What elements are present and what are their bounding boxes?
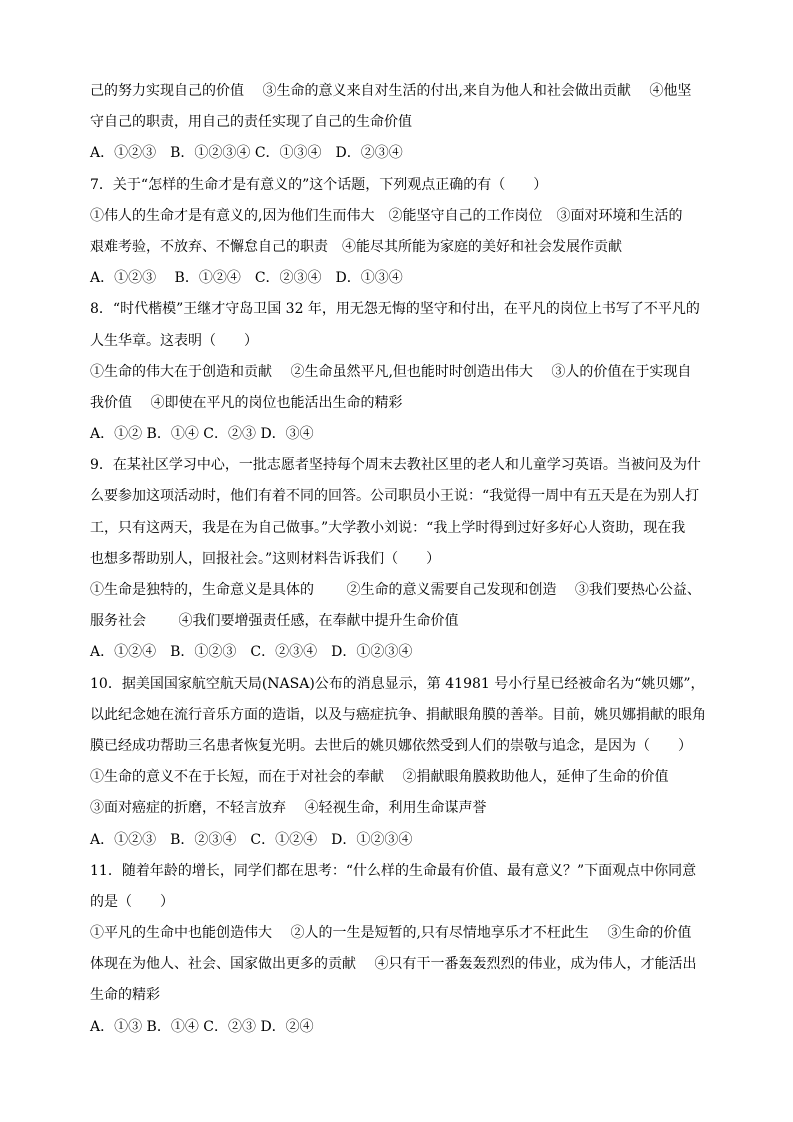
text-line: ①生命的伟大在于创造和贡献 ②生命虽然平凡,但也能时时创造出伟大 ③人的价值在于实现自 — [90, 363, 692, 380]
text-line: 艰难考验，不放弃、不懈怠自己的职责 ④能尽其所能为家庭的美好和社会发展作贡献 — [90, 238, 622, 255]
question-7: 7．关于“怎样的生命才是有意义的”这个话题，下列观点正确的有（ ） — [90, 176, 548, 193]
answer-options: A．①③ B．①④ C．②③ D．②④ — [90, 1018, 314, 1035]
document-page — [90, 76, 710, 1043]
text-line: ①伟人的生命才是有意义的,因为他们生而伟大 ②能坚守自己的工作岗位 ③面对环境和生活的 — [90, 207, 683, 224]
answer-options: A．①②③ B．①②④ C．②③④ D．①③④ — [90, 270, 403, 287]
text-line: 服务社会 ④我们要增强责任感，在奉献中提升生命价值 — [90, 613, 459, 630]
question-10: 10．据美国国家航空航天局(NASA)公布的消息显示，第 41981 号小行星已经被命名为“姚贝娜”， — [90, 675, 705, 692]
text-line: 己的努力实现自己的价值 ③生命的意义来自对生活的付出,来自为他人和社会做出贡献 ④他坚 — [90, 83, 692, 99]
text-line: 守自己的职责，用自己的责任实现了自己的生命价值 — [90, 114, 412, 131]
text-line: 我价值 ④即使在平凡的岗位也能活出生命的精彩 — [90, 394, 403, 411]
answer-options: A．①②③ B．②③④ C．①②④ D．①②③④ — [90, 831, 413, 848]
text-line: ③面对癌症的折磨，不轻言放弃 ④轻视生命，利用生命谋声誉 — [90, 800, 487, 817]
text-line: ①生命的意义不在于长短，而在于对社会的奉献 ②捐献眼角膜救助他人，延伸了生命的价值 — [90, 769, 669, 786]
answer-options: A．①② B．①④ C．②③ D．③④ — [90, 426, 314, 443]
answer-options: A．①②④ B．①②③ C．②③④ D．①②③④ — [90, 644, 413, 661]
text-line: ①生命是独特的，生命意义是具体的 ②生命的意义需要自己发现和创造 ③我们要热心公益、 — [90, 582, 701, 598]
text-line: 工，只有这两天，我是在为自己做事。”大学教小刘说：“我上学时得到过好多好心人资助，现在我 — [90, 519, 686, 536]
text-line: 体现在为他人、社会、国家做出更多的贡献 ④只有干一番轰轰烈烈的伟业，成为伟人，才能活出 — [90, 956, 697, 973]
text-line: 生命的精彩 — [90, 987, 160, 1004]
answer-options: A．①②③ B．①②③④ C．①③④ D．②③④ — [90, 145, 403, 162]
text-line: 膜已经成功帮助三名患者恢复光明。去世后的姚贝娜依然受到人们的崇敬与追念，是因为（ ） — [90, 737, 692, 754]
question-9: 9．在某社区学习中心，一批志愿者坚持每个周末去教社区里的老人和儿童学习英语。当被问及为什 — [90, 457, 701, 474]
question-8: 8．“时代楷模”王继才守岛卫国 32 年，用无怨无悔的坚守和付出，在平凡的岗位上书写了不平凡的 — [90, 301, 700, 318]
question-11: 11．随着年龄的增长，同学们都在思考：“什么样的生命最有价值、最有意义？”下面观点中你同意 — [90, 862, 697, 879]
text-line: 人生华章。这表明（ ） — [90, 332, 258, 349]
text-line: 的是（ ） — [90, 893, 174, 910]
text-line: ①平凡的生命中也能创造伟大 ②人的一生是短暂的,只有尽情地享乐才不枉此生 ③生命的价值 — [90, 925, 692, 942]
text-line: 以此纪念她在流行音乐方面的造诣，以及与癌症抗争、捐献眼角膜的善举。目前，姚贝娜捐献的眼角 — [90, 706, 706, 723]
text-line: 也想多帮助别人，回报社会。”这则材料告诉我们（ ） — [90, 550, 441, 567]
text-line: 么要参加这项活动时，他们有着不同的回答。公司职员小王说：“我觉得一周中有五天是在为别人打 — [90, 488, 700, 505]
